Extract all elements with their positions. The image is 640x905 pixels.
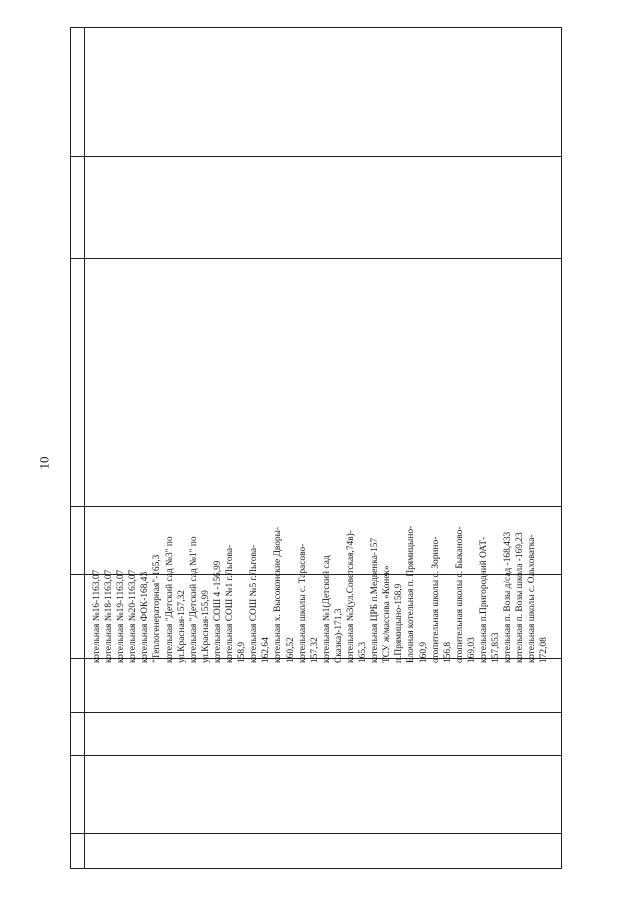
boiler-list-line: котельная "Детский сад №3" по xyxy=(164,536,175,663)
column-divider xyxy=(71,833,561,834)
boiler-list-line: котельная ФОК-168,43 xyxy=(140,571,151,663)
boiler-list-line: 165,3 xyxy=(358,641,369,663)
boiler-list-line: 162,64 xyxy=(261,637,272,663)
page-number: 10 xyxy=(36,456,52,470)
boiler-list-line: отопительная школы с. Зорино- xyxy=(430,536,441,663)
column-divider xyxy=(71,258,561,259)
boiler-list-line: котельная СОШ №5 г.Льгова- xyxy=(249,544,260,663)
data-table xyxy=(70,27,562,869)
boiler-list-line: "Теплогенераторная"-165,3 xyxy=(152,554,163,663)
boiler-list-line: котельная №3(ул.Советская,74в)- xyxy=(345,530,356,663)
column-divider xyxy=(71,156,561,157)
boiler-list-cell xyxy=(91,331,550,667)
boiler-list-line: 160,52 xyxy=(285,637,296,663)
row-divider xyxy=(84,28,85,868)
boiler-list-line: 156,8 xyxy=(442,641,453,663)
boiler-list-line: котельная №19-1163,07 xyxy=(116,569,127,663)
boiler-list-line: 160,9 xyxy=(418,641,429,663)
boiler-list-line: котельная №16-1163,07 xyxy=(92,569,102,663)
boiler-list-line: котельная п. Возы д/сад -168,433 xyxy=(503,531,514,663)
boiler-list-line: ул.Красная-155,99 xyxy=(200,590,211,663)
boiler-list-line: котельная п. Возы школа -169,23 xyxy=(515,532,526,663)
boiler-list-line: котельная №20-1163,07 xyxy=(128,569,139,663)
boiler-list-line: котельная школы с. Ольховатка- xyxy=(527,534,538,663)
boiler-list-line: 172,08 xyxy=(539,637,550,663)
boiler-list-line: котельная п.Пригородний ОАТ- xyxy=(479,536,489,663)
column-divider xyxy=(71,755,561,756)
boiler-list-line: котельная СОШ 4 -156,99 xyxy=(212,560,223,663)
boiler-list-line: котельная №1(Детский сад xyxy=(321,555,332,663)
boiler-list-line: котельная СОШ №1 г.Льгова- xyxy=(225,544,236,663)
boiler-list-line: Блочная котельная п. Прямицыно- xyxy=(406,525,417,663)
boiler-list-line: Сказка)-171,3 xyxy=(333,608,344,663)
boiler-list-line: п.Прямицыно-158,9 xyxy=(394,583,405,663)
boiler-list-line: котельная х. Высоконские Дворы- xyxy=(273,526,284,663)
boiler-list-line: котельная ЦРБ п.Медвенка-157 xyxy=(370,537,381,663)
column-divider xyxy=(71,712,561,713)
boiler-list-line: ул.Красная-157,32 xyxy=(176,590,187,663)
boiler-list-line: 157,853 xyxy=(491,632,502,663)
boiler-list-line: 169,03 xyxy=(466,637,477,663)
boiler-list-line: ТСУ ж/массива «Конек» xyxy=(382,565,393,663)
boiler-list-line: котельная "Детский сад №1" по xyxy=(188,536,199,663)
boiler-list-line: 158,9 xyxy=(237,641,248,663)
boiler-list-line: 157,32 xyxy=(309,637,320,663)
boiler-list-line: котельная №18-1163,07 xyxy=(104,569,115,663)
boiler-list-line: котельная школы с. Тарасово- xyxy=(297,543,308,663)
boiler-list-line: отопительная школы с. Быканово- xyxy=(454,526,465,663)
